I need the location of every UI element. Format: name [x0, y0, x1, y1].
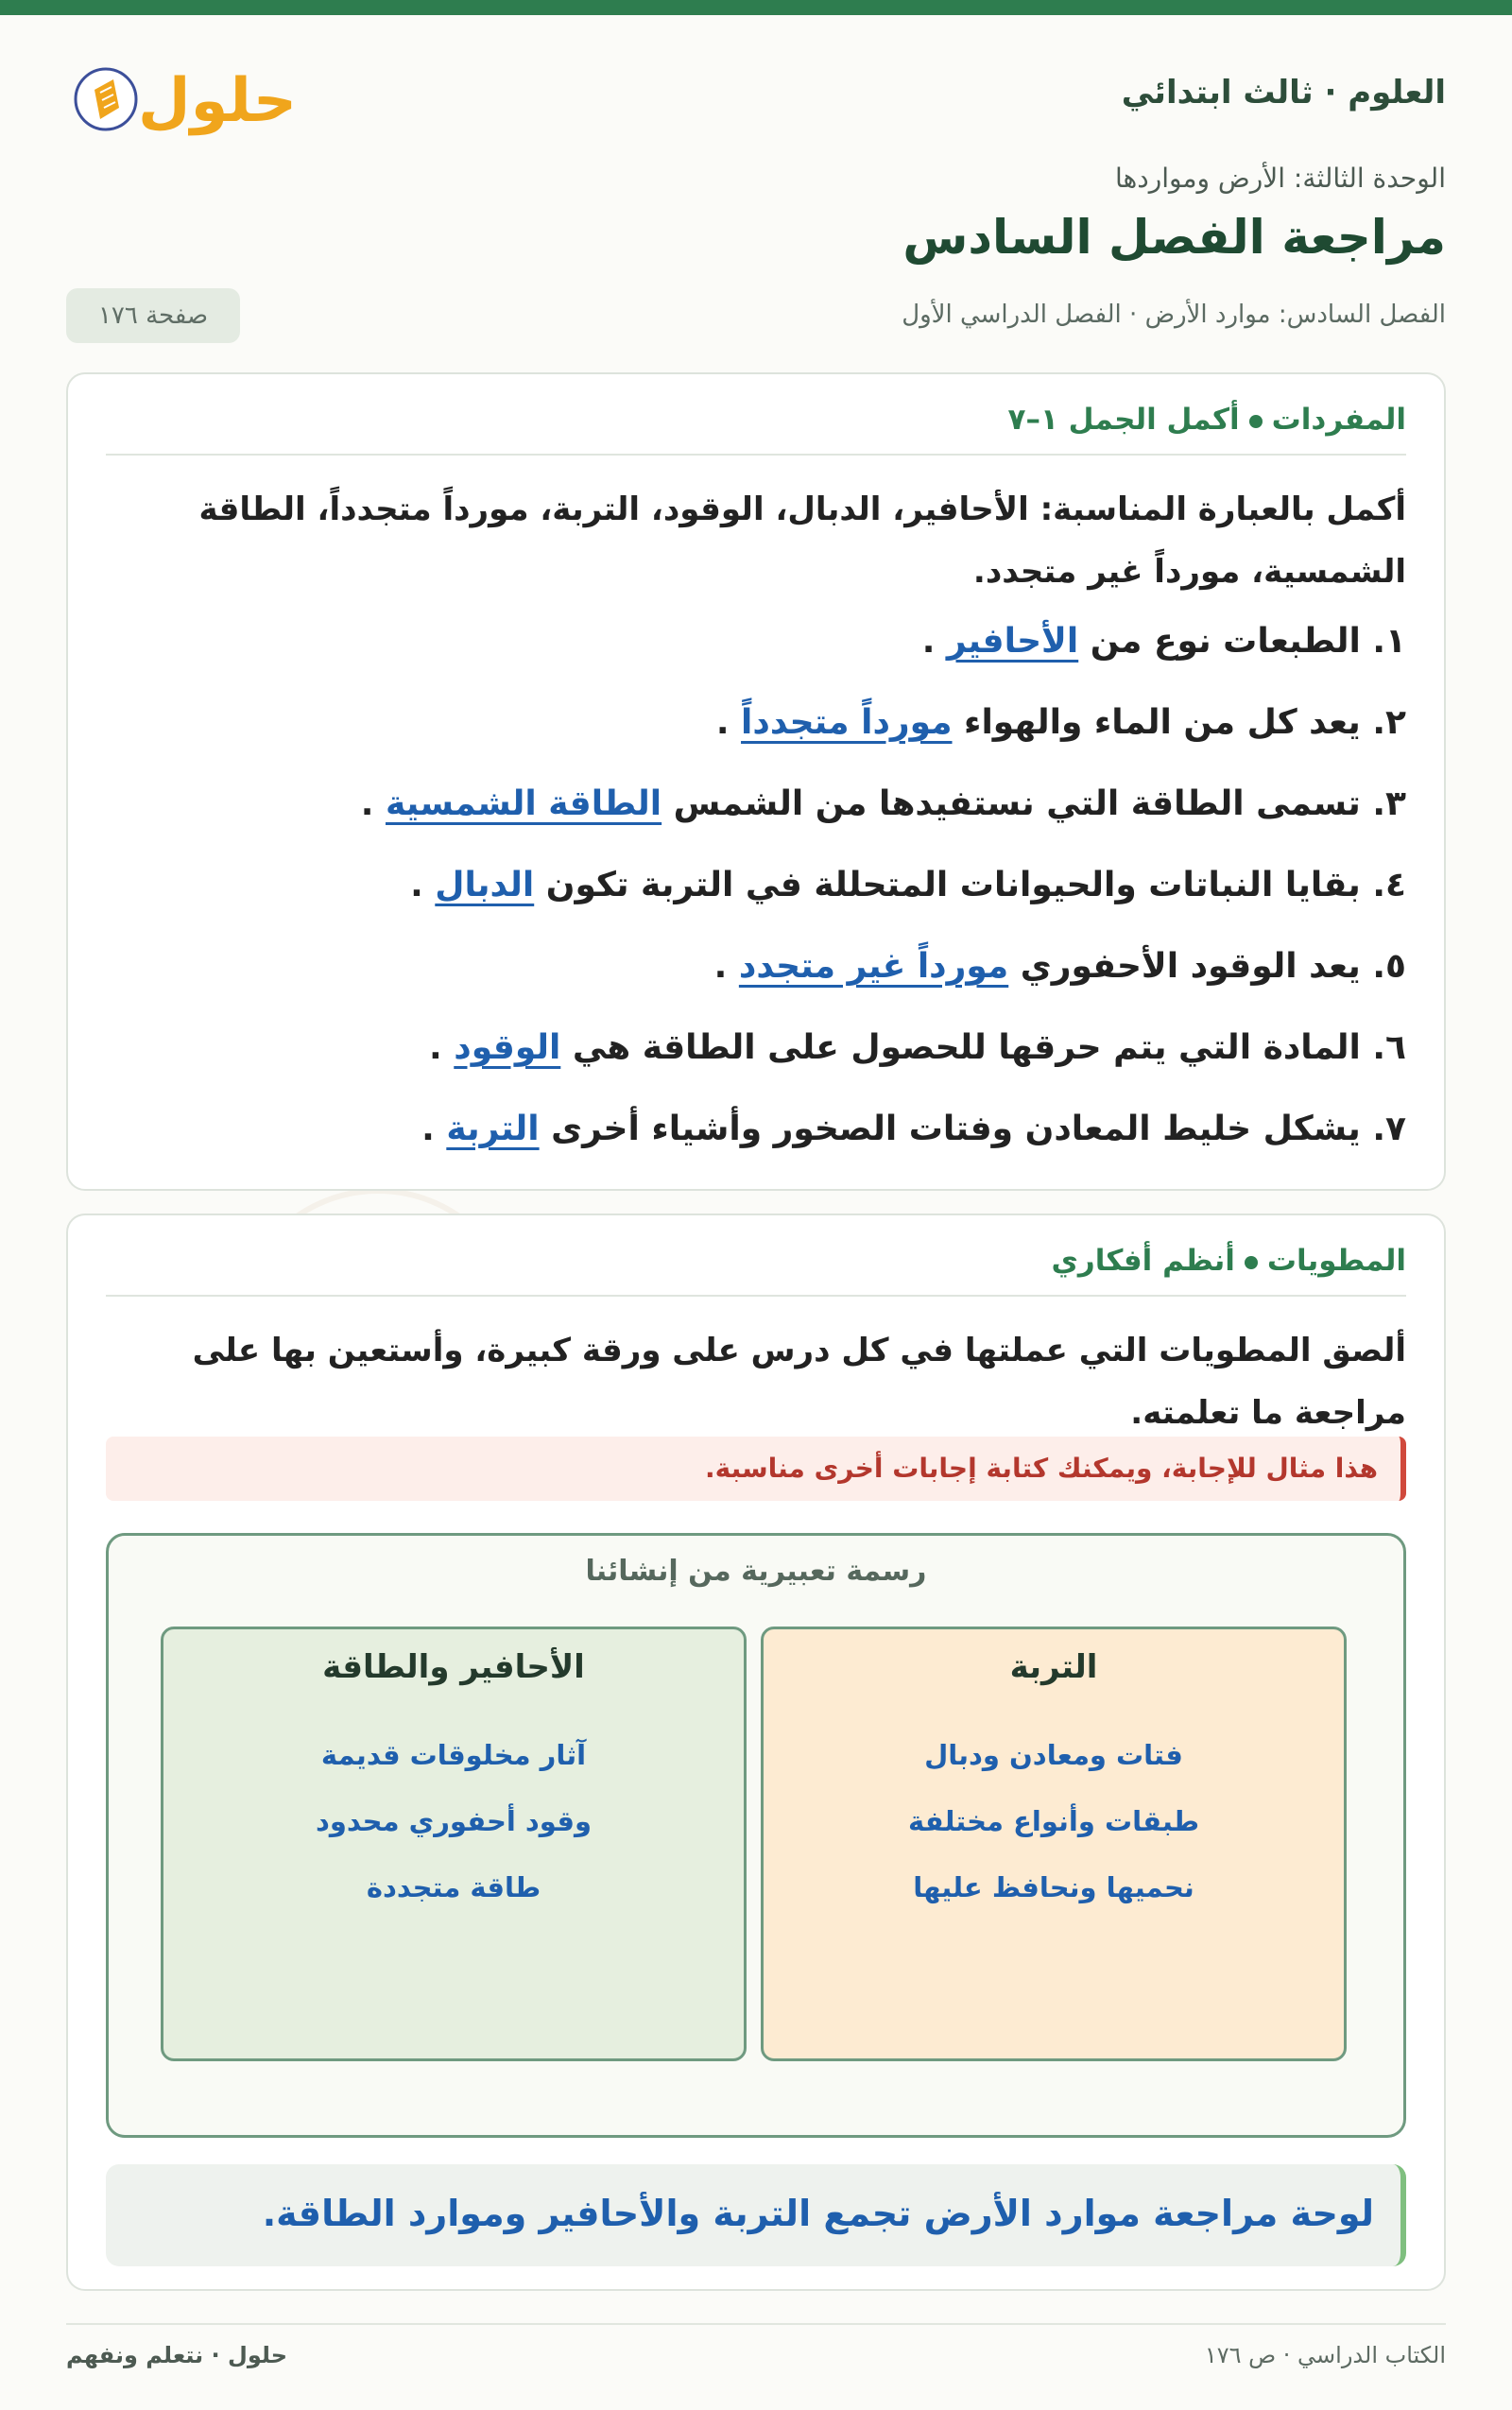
foldables-heading-sub: أنظم أفكاري [1051, 1244, 1235, 1278]
question-end: . [715, 703, 742, 742]
question-4 [106, 866, 1406, 904]
fossils-energy-box [161, 1627, 747, 2061]
answer-text: الدبال [435, 866, 535, 904]
answer-text: التربة [446, 1110, 540, 1148]
summary-callout: لوحة مراجعة موارد الأرض تجمع التربة والأحافير وموارد الطاقة. [106, 2164, 1406, 2266]
unit-label: الوحدة الثالثة: الأرض ومواردها [1114, 163, 1446, 194]
answer-text: مورداً متجدداً [741, 703, 953, 742]
soil-box-title: التربة [1009, 1648, 1098, 1686]
question-text: ٣. تسمى الطاقة التي نستفيدها من الشمس [662, 784, 1406, 823]
footer-divider [66, 2323, 1446, 2325]
question-end: . [421, 1110, 447, 1148]
answer-text: الطاقة الشمسية [385, 784, 662, 823]
vocabulary-instruction: أكمل بالعبارة المناسبة: الأحافير، الدبال، الوقود، التربة، مورداً متجدداً، الطاقة الشمسية، مورداً غير متجدد. [198, 491, 1406, 591]
footer-brand: حلول · نتعلم ونفهم [66, 2342, 287, 2368]
question-end: . [713, 947, 739, 986]
soil-box-item: طبقات وأنواع مختلفة [907, 1805, 1200, 1837]
answer-text: الأحافير [946, 622, 1079, 661]
page-header [66, 47, 1446, 151]
fossils-box-item: طاقة متجددة [366, 1871, 541, 1903]
page-number-badge: صفحة ١٧٦ [66, 288, 240, 343]
vocabulary-heading-main: المفردات [1271, 403, 1406, 437]
question-1 [106, 622, 1406, 661]
diagram-title: رسمة تعبيرية من إنشائنا [585, 1555, 927, 1588]
bullet-dot [1249, 415, 1263, 428]
foldables-heading [106, 1244, 1406, 1297]
question-text: ٦. المادة التي يتم حرقها للحصول على الطاقة هي [560, 1028, 1406, 1067]
soil-box-item: نحميها ونحافظ عليها [913, 1871, 1194, 1903]
question-text: ٧. يشكل خليط المعادن وفتات الصخور وأشياء أخرى [539, 1110, 1406, 1148]
vocabulary-heading-sub: أكمل الجمل ١–٧ [1007, 403, 1240, 437]
question-end: . [410, 866, 436, 904]
question-3 [106, 784, 1406, 823]
question-2 [106, 703, 1406, 742]
question-7 [106, 1110, 1406, 1148]
page-title: مراجعة الفصل السادس [902, 210, 1446, 265]
example-answer-note: هذا مثال للإجابة، ويمكنك كتابة إجابات أخرى مناسبة. [106, 1437, 1406, 1501]
soil-box-item: فتات ومعادن ودبال [924, 1739, 1183, 1771]
question-text: ١. الطبعات نوع من [1078, 622, 1406, 661]
vocabulary-heading [106, 403, 1406, 456]
question-end: . [360, 784, 386, 823]
bullet-dot [1245, 1256, 1258, 1269]
chapter-label: الفصل السادس: موارد الأرض · الفصل الدراسي الأول [902, 301, 1446, 329]
logo-text: حلول [138, 66, 297, 136]
fossils-box-item: آثار مخلوقات قديمة [320, 1739, 587, 1771]
vocabulary-section [66, 372, 1446, 1191]
answer-text: مورداً غير متجدد [738, 947, 1009, 986]
fossils-box-title: الأحافير والطاقة [322, 1648, 585, 1686]
question-5 [106, 947, 1406, 986]
foldables-heading-main: المطويات [1266, 1244, 1406, 1278]
soil-box [761, 1627, 1347, 2061]
top-accent-bar [0, 0, 1512, 15]
question-text: ٤. بقايا النباتات والحيوانات المتحللة في التربة تكون [534, 866, 1406, 904]
footer-page-reference: الكتاب الدراسي · ص ١٧٦ [1204, 2342, 1446, 2368]
question-text: ٢. يعد كل من الماء والهواء [952, 703, 1406, 742]
foldables-instruction: ألصق المطويات التي عملتها في كل درس على ورقة كبيرة، وأستعين بها على مراجعة ما تعلمته. [192, 1332, 1406, 1432]
foldables-section [66, 1214, 1446, 2291]
subject-label: العلوم · ثالث ابتدائي [1121, 74, 1446, 112]
answer-text: الوقود [454, 1028, 561, 1067]
question-end: . [921, 622, 947, 661]
question-end: . [429, 1028, 455, 1067]
foldable-diagram [106, 1533, 1406, 2138]
question-6 [106, 1028, 1406, 1067]
fossils-box-item: وقود أحفوري محدود [316, 1805, 592, 1837]
question-text: ٥. يعد الوقود الأحفوري [1008, 947, 1406, 986]
hulul-logo [66, 47, 312, 151]
